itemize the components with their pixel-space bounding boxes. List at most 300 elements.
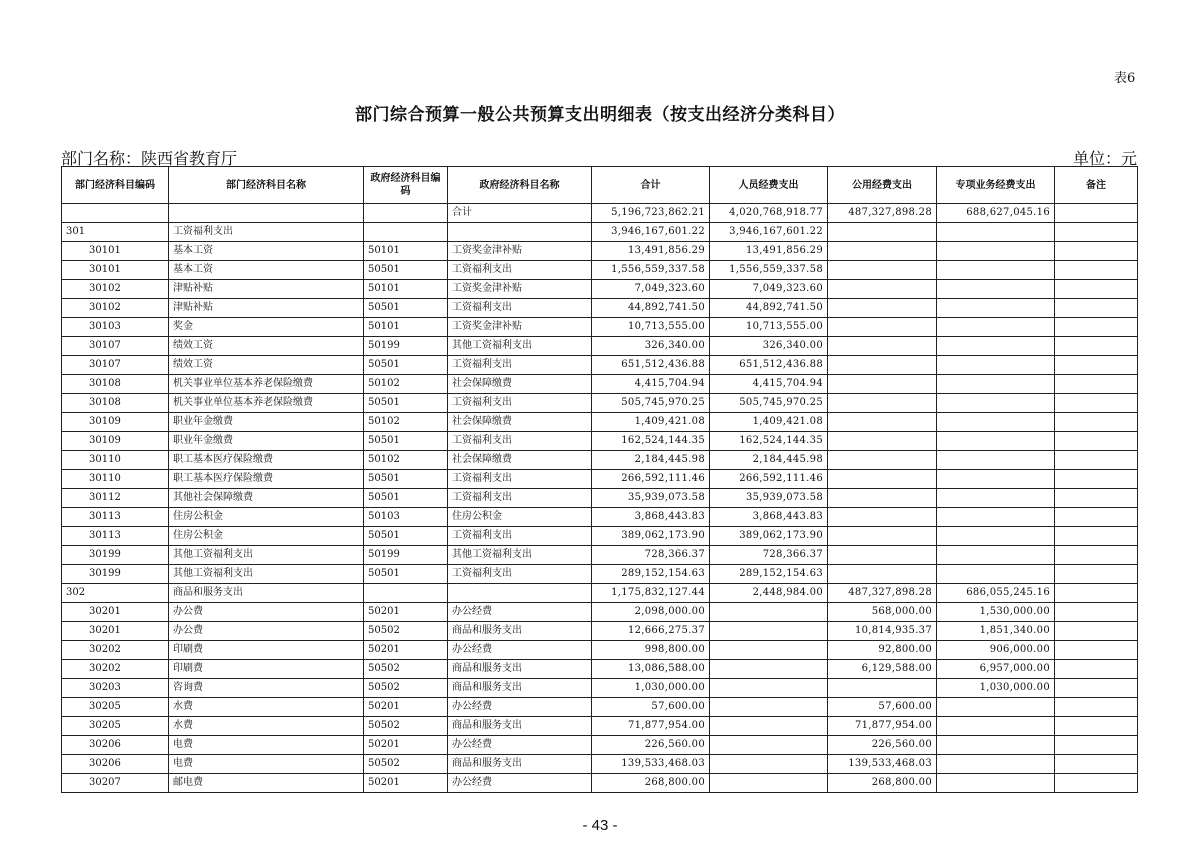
- cell-special: [937, 565, 1055, 584]
- cell-public: 92,800.00: [828, 641, 937, 660]
- cell-gov-code: 50502: [364, 622, 448, 641]
- cell-dept-code: 30108: [62, 375, 169, 394]
- cell-dept-name: 工资福利支出: [169, 223, 364, 242]
- header-note: 备注: [1055, 167, 1138, 204]
- header-dept-code: 部门经济科目编码: [62, 167, 169, 204]
- cell-dept-name: 绩效工资: [169, 337, 364, 356]
- cell-dept-name: 办公费: [169, 603, 364, 622]
- cell-gov-name: 商品和服务支出: [448, 660, 592, 679]
- cell-personnel: 3,946,167,601.22: [710, 223, 828, 242]
- cell-dept-code: 30205: [62, 698, 169, 717]
- cell-note: [1055, 413, 1138, 432]
- cell-special: [937, 717, 1055, 736]
- cell-gov-code: 50201: [364, 603, 448, 622]
- table-row: [62, 584, 1138, 603]
- table-body: [62, 204, 1138, 793]
- cell-note: [1055, 565, 1138, 584]
- cell-gov-code: 50103: [364, 508, 448, 527]
- table-row: [62, 641, 1138, 660]
- cell-gov-name: 办公经费: [448, 736, 592, 755]
- header-gov-name: 政府经济科目名称: [448, 167, 592, 204]
- cell-dept-code: 30108: [62, 394, 169, 413]
- cell-note: [1055, 679, 1138, 698]
- table-row: [62, 394, 1138, 413]
- table-row: [62, 223, 1138, 242]
- cell-note: [1055, 451, 1138, 470]
- cell-dept-code: 30202: [62, 660, 169, 679]
- cell-note: [1055, 204, 1138, 223]
- cell-total: 389,062,173.90: [592, 527, 710, 546]
- header-dept-name: 部门经济科目名称: [169, 167, 364, 204]
- table-row: [62, 736, 1138, 755]
- cell-special: [937, 527, 1055, 546]
- cell-special: 1,851,340.00: [937, 622, 1055, 641]
- cell-dept-code: 30109: [62, 413, 169, 432]
- cell-note: [1055, 242, 1138, 261]
- cell-gov-code: 50102: [364, 413, 448, 432]
- cell-gov-name: 合计: [448, 204, 592, 223]
- header-special: 专项业务经费支出: [937, 167, 1055, 204]
- table-row: [62, 337, 1138, 356]
- cell-public: [828, 356, 937, 375]
- cell-total: 4,415,704.94: [592, 375, 710, 394]
- cell-dept-name: 其他社会保障缴费: [169, 489, 364, 508]
- cell-total: 651,512,436.88: [592, 356, 710, 375]
- cell-public: [828, 508, 937, 527]
- cell-gov-code: 50101: [364, 242, 448, 261]
- cell-gov-name: 商品和服务支出: [448, 622, 592, 641]
- header-gov-code: 政府经济科目编码: [364, 167, 448, 204]
- cell-special: [937, 299, 1055, 318]
- cell-gov-code: 50501: [364, 299, 448, 318]
- cell-gov-name: 社会保障缴费: [448, 375, 592, 394]
- cell-dept-name: 机关事业单位基本养老保险缴费: [169, 394, 364, 413]
- cell-total: 35,939,073.58: [592, 489, 710, 508]
- cell-public: 487,327,898.28: [828, 584, 937, 603]
- cell-total: 289,152,154.63: [592, 565, 710, 584]
- cell-special: [937, 242, 1055, 261]
- table-row: [62, 280, 1138, 299]
- cell-gov-code: 50501: [364, 565, 448, 584]
- cell-dept-name: 印刷费: [169, 660, 364, 679]
- cell-note: [1055, 641, 1138, 660]
- cell-dept-name: 水费: [169, 698, 364, 717]
- cell-public: [828, 394, 937, 413]
- cell-note: [1055, 584, 1138, 603]
- cell-special: [937, 508, 1055, 527]
- cell-special: 1,530,000.00: [937, 603, 1055, 622]
- header-total: 合计: [592, 167, 710, 204]
- cell-public: [828, 527, 937, 546]
- cell-total: 3,946,167,601.22: [592, 223, 710, 242]
- cell-personnel: 289,152,154.63: [710, 565, 828, 584]
- table-row: [62, 432, 1138, 451]
- cell-total: 71,877,954.00: [592, 717, 710, 736]
- cell-special: [937, 736, 1055, 755]
- cell-public: [828, 375, 937, 394]
- cell-dept-code: 30199: [62, 546, 169, 565]
- cell-personnel: [710, 736, 828, 755]
- cell-special: [937, 413, 1055, 432]
- cell-dept-name: 基本工资: [169, 261, 364, 280]
- cell-gov-code: 50501: [364, 470, 448, 489]
- cell-public: [828, 451, 937, 470]
- cell-personnel: 3,868,443.83: [710, 508, 828, 527]
- department-name: 部门名称：陕西省教育厅: [61, 149, 238, 168]
- cell-special: [937, 470, 1055, 489]
- cell-public: 57,600.00: [828, 698, 937, 717]
- table-row: [62, 755, 1138, 774]
- document-title: 部门综合预算一般公共预算支出明细表（按支出经济分类科目）: [355, 105, 845, 125]
- cell-dept-name: 电费: [169, 755, 364, 774]
- table-number-label: 表6: [1114, 71, 1136, 86]
- cell-dept-code: 30203: [62, 679, 169, 698]
- cell-personnel: [710, 603, 828, 622]
- cell-gov-name: 住房公积金: [448, 508, 592, 527]
- cell-dept-name: 印刷费: [169, 641, 364, 660]
- cell-special: [937, 223, 1055, 242]
- cell-dept-code: 30207: [62, 774, 169, 793]
- cell-gov-code: 50101: [364, 280, 448, 299]
- cell-total: 326,340.00: [592, 337, 710, 356]
- cell-gov-name: [448, 584, 592, 603]
- table-row: [62, 527, 1138, 546]
- cell-personnel: 2,184,445.98: [710, 451, 828, 470]
- cell-dept-name: 电费: [169, 736, 364, 755]
- cell-total: 7,049,323.60: [592, 280, 710, 299]
- cell-dept-code: 30113: [62, 527, 169, 546]
- cell-special: 6,957,000.00: [937, 660, 1055, 679]
- cell-public: [828, 489, 937, 508]
- cell-dept-name: 其他工资福利支出: [169, 565, 364, 584]
- cell-personnel: [710, 641, 828, 660]
- cell-personnel: 4,020,768,918.77: [710, 204, 828, 223]
- cell-total: 139,533,468.03: [592, 755, 710, 774]
- cell-note: [1055, 603, 1138, 622]
- cell-dept-code: 301: [62, 223, 169, 242]
- cell-note: [1055, 261, 1138, 280]
- cell-special: [937, 451, 1055, 470]
- cell-dept-code: 30109: [62, 432, 169, 451]
- cell-note: [1055, 755, 1138, 774]
- cell-dept-code: 30202: [62, 641, 169, 660]
- cell-dept-code: 30107: [62, 337, 169, 356]
- page-number: - 43 -: [582, 817, 618, 834]
- cell-personnel: 13,491,856.29: [710, 242, 828, 261]
- cell-total: 12,666,275.37: [592, 622, 710, 641]
- table-row: [62, 679, 1138, 698]
- cell-gov-name: 办公经费: [448, 698, 592, 717]
- cell-dept-name: 机关事业单位基本养老保险缴费: [169, 375, 364, 394]
- cell-note: [1055, 489, 1138, 508]
- cell-total: 998,800.00: [592, 641, 710, 660]
- cell-gov-code: 50502: [364, 679, 448, 698]
- cell-public: 6,129,588.00: [828, 660, 937, 679]
- cell-total: 266,592,111.46: [592, 470, 710, 489]
- cell-total: 2,184,445.98: [592, 451, 710, 470]
- cell-gov-name: 工资福利支出: [448, 356, 592, 375]
- cell-gov-code: 50502: [364, 660, 448, 679]
- cell-gov-name: 社会保障缴费: [448, 451, 592, 470]
- cell-dept-name: 办公费: [169, 622, 364, 641]
- cell-special: [937, 318, 1055, 337]
- cell-personnel: 44,892,741.50: [710, 299, 828, 318]
- cell-public: [828, 470, 937, 489]
- cell-gov-code: 50102: [364, 451, 448, 470]
- cell-note: [1055, 337, 1138, 356]
- cell-dept-name: 咨询费: [169, 679, 364, 698]
- cell-personnel: [710, 774, 828, 793]
- cell-personnel: 266,592,111.46: [710, 470, 828, 489]
- cell-total: 13,491,856.29: [592, 242, 710, 261]
- cell-personnel: 7,049,323.60: [710, 280, 828, 299]
- cell-gov-name: 办公经费: [448, 641, 592, 660]
- cell-public: 487,327,898.28: [828, 204, 937, 223]
- cell-public: 71,877,954.00: [828, 717, 937, 736]
- currency-unit: 单位：元: [1072, 149, 1137, 168]
- cell-dept-name: 住房公积金: [169, 527, 364, 546]
- cell-total: 1,030,000.00: [592, 679, 710, 698]
- cell-public: [828, 318, 937, 337]
- table-row: [62, 660, 1138, 679]
- cell-note: [1055, 432, 1138, 451]
- cell-note: [1055, 280, 1138, 299]
- cell-total: 505,745,970.25: [592, 394, 710, 413]
- cell-public: [828, 679, 937, 698]
- cell-dept-code: [62, 204, 169, 223]
- table-row: [62, 698, 1138, 717]
- cell-dept-code: 30206: [62, 755, 169, 774]
- cell-personnel: 651,512,436.88: [710, 356, 828, 375]
- cell-gov-code: 50502: [364, 717, 448, 736]
- cell-dept-code: 30206: [62, 736, 169, 755]
- cell-gov-name: [448, 223, 592, 242]
- expenditure-detail-table: [61, 166, 1138, 793]
- cell-personnel: [710, 660, 828, 679]
- cell-total: 728,366.37: [592, 546, 710, 565]
- cell-personnel: [710, 679, 828, 698]
- cell-dept-code: 30102: [62, 280, 169, 299]
- cell-gov-name: 工资福利支出: [448, 432, 592, 451]
- cell-gov-code: 50501: [364, 261, 448, 280]
- cell-note: [1055, 318, 1138, 337]
- cell-gov-code: [364, 204, 448, 223]
- cell-note: [1055, 774, 1138, 793]
- cell-note: [1055, 622, 1138, 641]
- cell-dept-code: 30205: [62, 717, 169, 736]
- cell-gov-name: 其他工资福利支出: [448, 337, 592, 356]
- table-row: [62, 413, 1138, 432]
- cell-special: 686,055,245.16: [937, 584, 1055, 603]
- cell-dept-name: 职业年金缴费: [169, 432, 364, 451]
- cell-note: [1055, 470, 1138, 489]
- cell-public: 268,800.00: [828, 774, 937, 793]
- cell-special: [937, 261, 1055, 280]
- cell-dept-name: 职工基本医疗保险缴费: [169, 451, 364, 470]
- cell-special: 688,627,045.16: [937, 204, 1055, 223]
- cell-gov-name: 商品和服务支出: [448, 755, 592, 774]
- cell-dept-code: 30101: [62, 242, 169, 261]
- cell-gov-code: 50199: [364, 337, 448, 356]
- cell-dept-code: 302: [62, 584, 169, 603]
- cell-personnel: 4,415,704.94: [710, 375, 828, 394]
- cell-dept-code: 30201: [62, 622, 169, 641]
- cell-special: [937, 356, 1055, 375]
- cell-personnel: [710, 622, 828, 641]
- table-row: [62, 375, 1138, 394]
- cell-note: [1055, 356, 1138, 375]
- cell-special: [937, 755, 1055, 774]
- cell-gov-code: 50501: [364, 394, 448, 413]
- cell-note: [1055, 546, 1138, 565]
- cell-personnel: 505,745,970.25: [710, 394, 828, 413]
- cell-gov-code: 50201: [364, 641, 448, 660]
- table-row: [62, 603, 1138, 622]
- cell-total: 1,175,832,127.44: [592, 584, 710, 603]
- cell-dept-name: 商品和服务支出: [169, 584, 364, 603]
- cell-dept-code: 30110: [62, 451, 169, 470]
- cell-gov-code: 50199: [364, 546, 448, 565]
- cell-gov-code: 50201: [364, 698, 448, 717]
- cell-dept-name: 住房公积金: [169, 508, 364, 527]
- cell-public: [828, 337, 937, 356]
- cell-total: 13,086,588.00: [592, 660, 710, 679]
- cell-gov-code: [364, 223, 448, 242]
- cell-personnel: 35,939,073.58: [710, 489, 828, 508]
- cell-total: 3,868,443.83: [592, 508, 710, 527]
- cell-gov-code: 50102: [364, 375, 448, 394]
- cell-public: [828, 565, 937, 584]
- table-header-row: [62, 167, 1138, 204]
- table-row: [62, 356, 1138, 375]
- cell-note: [1055, 717, 1138, 736]
- cell-dept-name: 邮电费: [169, 774, 364, 793]
- cell-gov-name: 其他工资福利支出: [448, 546, 592, 565]
- cell-gov-name: 工资福利支出: [448, 299, 592, 318]
- cell-dept-name: 绩效工资: [169, 356, 364, 375]
- table-row: [62, 508, 1138, 527]
- cell-personnel: 1,556,559,337.58: [710, 261, 828, 280]
- cell-gov-name: 工资奖金津补贴: [448, 280, 592, 299]
- cell-dept-name: 水费: [169, 717, 364, 736]
- cell-special: 906,000.00: [937, 641, 1055, 660]
- cell-gov-name: 工资福利支出: [448, 527, 592, 546]
- cell-gov-code: 50502: [364, 755, 448, 774]
- cell-public: 139,533,468.03: [828, 755, 937, 774]
- cell-note: [1055, 375, 1138, 394]
- cell-gov-code: 50101: [364, 318, 448, 337]
- cell-gov-name: 工资福利支出: [448, 261, 592, 280]
- table-row: [62, 318, 1138, 337]
- cell-dept-code: 30107: [62, 356, 169, 375]
- cell-total: 226,560.00: [592, 736, 710, 755]
- table-row: [62, 451, 1138, 470]
- cell-dept-name: 职工基本医疗保险缴费: [169, 470, 364, 489]
- cell-gov-name: 办公经费: [448, 603, 592, 622]
- cell-special: 1,030,000.00: [937, 679, 1055, 698]
- cell-special: [937, 774, 1055, 793]
- cell-personnel: 389,062,173.90: [710, 527, 828, 546]
- cell-dept-name: 其他工资福利支出: [169, 546, 364, 565]
- cell-gov-name: 工资奖金津补贴: [448, 318, 592, 337]
- cell-note: [1055, 736, 1138, 755]
- cell-dept-code: 30201: [62, 603, 169, 622]
- cell-public: [828, 299, 937, 318]
- cell-gov-code: [364, 584, 448, 603]
- cell-note: [1055, 660, 1138, 679]
- cell-dept-name: [169, 204, 364, 223]
- cell-special: [937, 337, 1055, 356]
- header-public: 公用经费支出: [828, 167, 937, 204]
- cell-note: [1055, 508, 1138, 527]
- table-row: [62, 489, 1138, 508]
- cell-personnel: 2,448,984.00: [710, 584, 828, 603]
- cell-personnel: [710, 698, 828, 717]
- cell-gov-name: 工资福利支出: [448, 470, 592, 489]
- cell-gov-code: 50501: [364, 489, 448, 508]
- table-row: [62, 774, 1138, 793]
- table-row: [62, 622, 1138, 641]
- cell-gov-code: 50201: [364, 736, 448, 755]
- cell-dept-name: 职业年金缴费: [169, 413, 364, 432]
- cell-dept-code: 30199: [62, 565, 169, 584]
- cell-dept-code: 30103: [62, 318, 169, 337]
- table-row: [62, 204, 1138, 223]
- cell-note: [1055, 394, 1138, 413]
- cell-dept-name: 基本工资: [169, 242, 364, 261]
- cell-total: 2,098,000.00: [592, 603, 710, 622]
- cell-personnel: 162,524,144.35: [710, 432, 828, 451]
- cell-dept-name: 津贴补贴: [169, 280, 364, 299]
- table-row: [62, 470, 1138, 489]
- cell-public: [828, 223, 937, 242]
- table-row: [62, 546, 1138, 565]
- cell-gov-code: 50501: [364, 527, 448, 546]
- cell-public: [828, 432, 937, 451]
- cell-total: 1,556,559,337.58: [592, 261, 710, 280]
- cell-dept-code: 30113: [62, 508, 169, 527]
- cell-gov-name: 工资福利支出: [448, 489, 592, 508]
- cell-gov-code: 50501: [364, 356, 448, 375]
- cell-public: [828, 242, 937, 261]
- cell-gov-name: 社会保障缴费: [448, 413, 592, 432]
- cell-note: [1055, 223, 1138, 242]
- cell-personnel: [710, 717, 828, 736]
- cell-special: [937, 489, 1055, 508]
- cell-note: [1055, 299, 1138, 318]
- cell-special: [937, 432, 1055, 451]
- cell-special: [937, 375, 1055, 394]
- cell-special: [937, 280, 1055, 299]
- cell-special: [937, 698, 1055, 717]
- cell-total: 44,892,741.50: [592, 299, 710, 318]
- cell-personnel: 1,409,421.08: [710, 413, 828, 432]
- cell-public: [828, 413, 937, 432]
- cell-public: [828, 280, 937, 299]
- cell-personnel: 728,366.37: [710, 546, 828, 565]
- cell-gov-name: 商品和服务支出: [448, 679, 592, 698]
- cell-gov-name: 工资福利支出: [448, 394, 592, 413]
- cell-dept-code: 30101: [62, 261, 169, 280]
- cell-total: 10,713,555.00: [592, 318, 710, 337]
- cell-public: 226,560.00: [828, 736, 937, 755]
- header-personnel: 人员经费支出: [710, 167, 828, 204]
- cell-total: 1,409,421.08: [592, 413, 710, 432]
- cell-dept-code: 30102: [62, 299, 169, 318]
- cell-gov-name: 商品和服务支出: [448, 717, 592, 736]
- cell-personnel: [710, 755, 828, 774]
- cell-gov-name: 办公经费: [448, 774, 592, 793]
